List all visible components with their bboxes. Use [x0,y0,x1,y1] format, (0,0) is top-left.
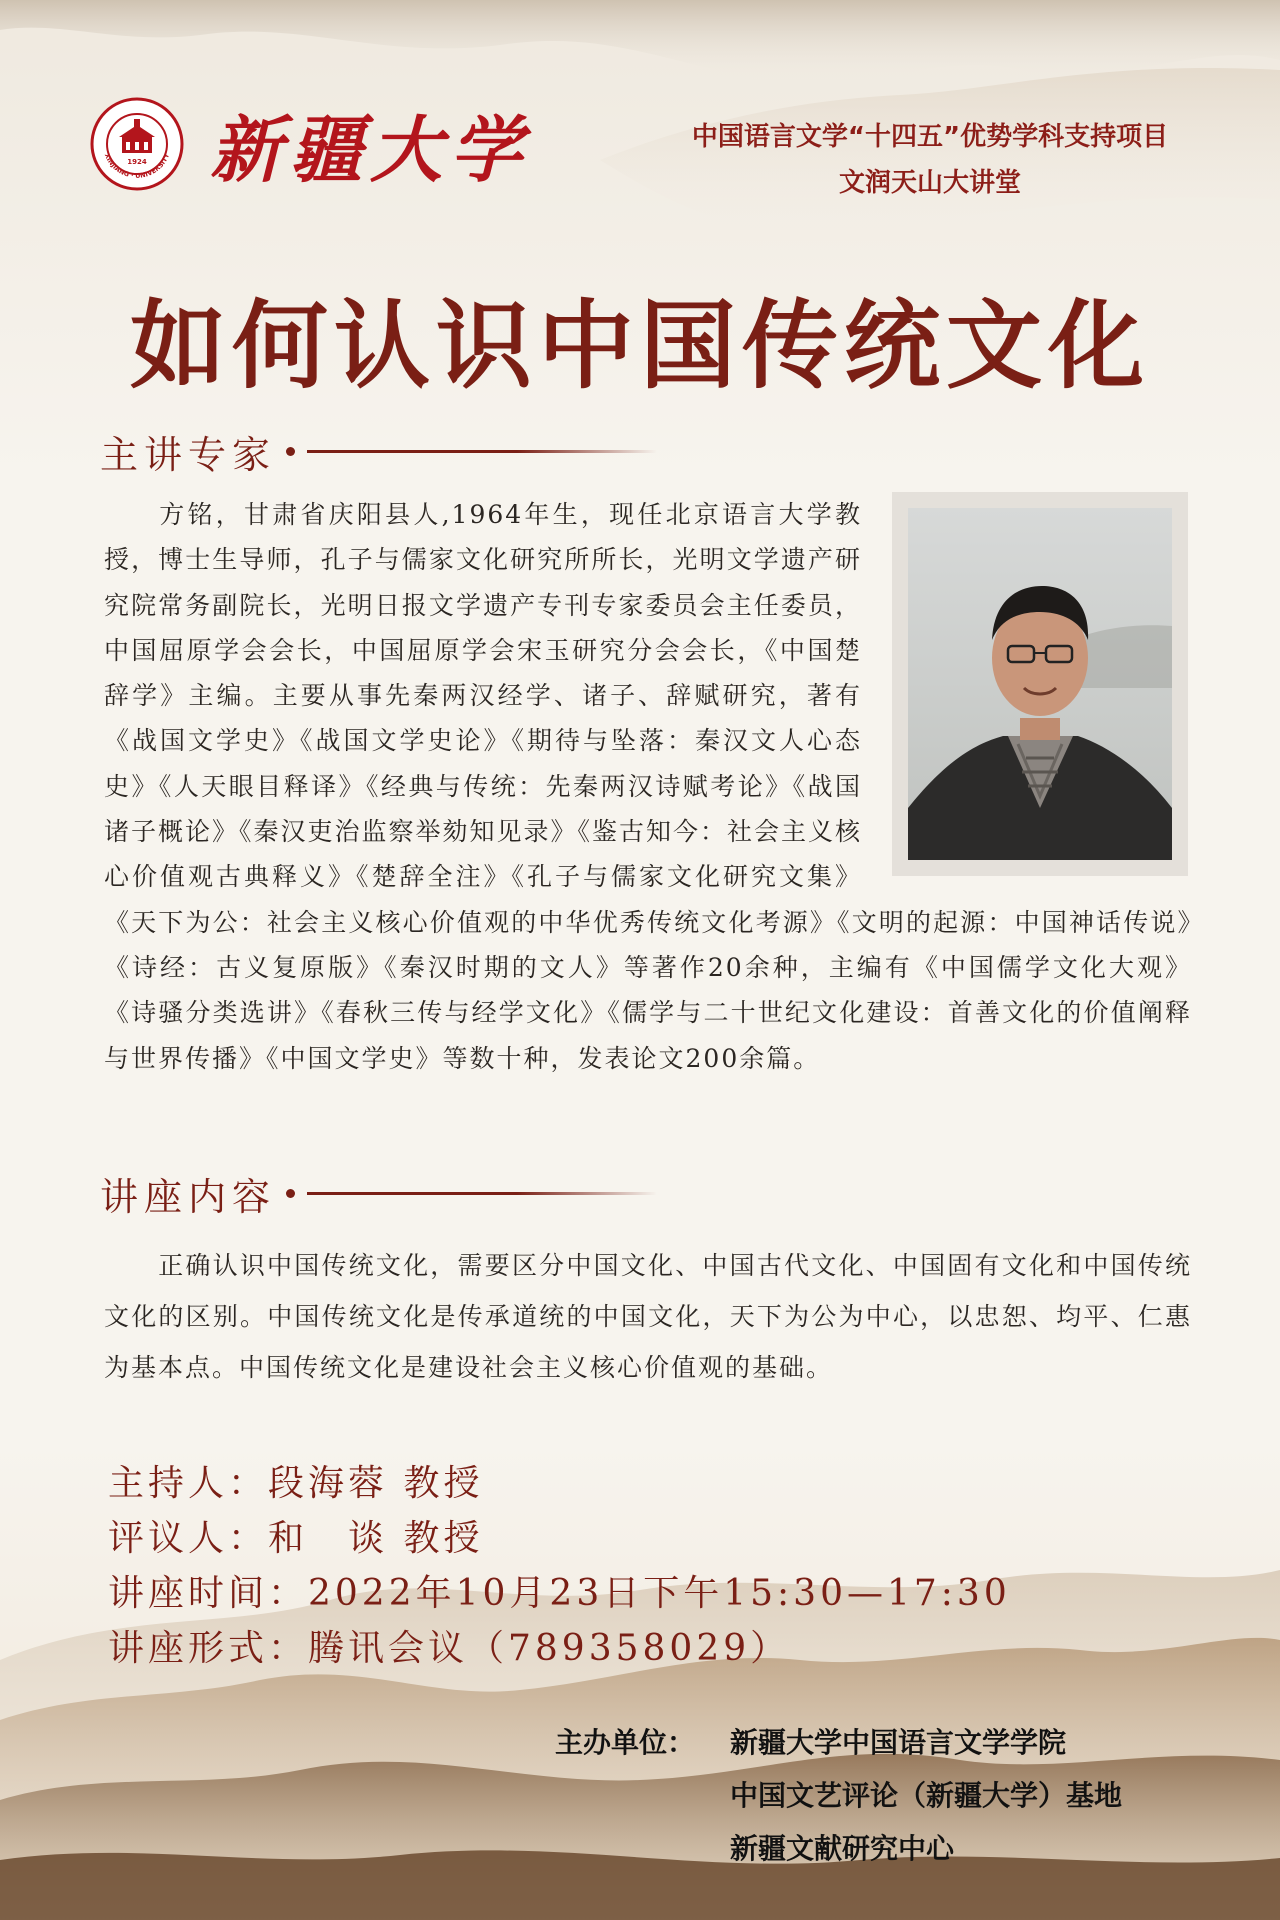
speaker-bio-text: 方铭，甘肃省庆阳县人,1964年生，现任北京语言大学教授，博士生导师，孔子与儒家文化研究所所长，光明文学遗产研究院常务副院长，光明日报文学遗产专刊专家委员会主任委员，中国屈原学会会长，中国屈原学会宋玉研究分会会长，《中国楚辞学》主编。主要从事先秦两汉经学、诸子、辞赋研究，著有《战国文学史》《战国文学史论》《期待与坠落：秦汉文人心态史》《人天眼目释译》《经典与传统：先秦两汉诗赋考论》《战国诸子概论》《秦汉吏治监察举劾知见录》《鉴古知今：社会主义核心价值观古典释义》《楚辞全注》《孔子与儒家文化研究文集》《天下为公：社会主义核心价值观的中华优秀传统文化考源》《文明的起源：中国神话传说》《诗经：古义复原版》《秦汉时期的文人》等著作20余种，主编有《中国儒学文化大观》《诗骚分类选讲》《春秋三传与经学文化》《儒学与二十世纪文化建设：首善文化的价值阐释与世界传播》《中国文学史》等数十种，发表论文200余篇。 [104,500,1192,1073]
lecture-section-label: 讲座内容 [100,1175,277,1219]
organizers [555,1716,1122,1875]
section-rule [307,450,657,453]
lecture-summary-text: 正确认识中国传统文化，需要区分中国文化、中国古代文化、中国固有文化和中国传统文化的区别。中国传统文化是传承道统的中国文化，天下为公为中心，以忠恕、均平、仁惠为基本点。中国传统文化是建设社会主义核心价值观的基础。 [104,1251,1192,1382]
university-name: 新疆大学 [210,107,531,192]
section-dot [286,447,295,456]
organizers-label: 主办单位： [555,1726,696,1759]
speaker-portrait-image [908,508,1172,860]
format-line: 讲座形式：腾讯会议（789358029） [108,1628,791,1669]
project-line-2: 文润天山大讲堂 [838,168,1021,198]
seal-text: XINJIANG · UNIVERSITY [102,152,172,180]
university-logo [90,92,530,196]
event-details [108,1456,1011,1676]
commentator-line: 评议人：和 谈 教授 [108,1518,484,1559]
speaker-section-label: 主讲专家 [100,433,277,477]
time-line: 讲座时间：2022年10月23日下午15:30—17:30 [108,1573,1011,1614]
seal-year: 1924 [127,158,147,166]
page-title: 如何认识中国传统文化 [130,290,1150,402]
project-line-1: 中国语言文学“十四五”优势学科支持项目 [691,122,1169,152]
organizer-2: 中国文艺评论（新疆大学）基地 [730,1779,1123,1812]
project-header [650,114,1210,206]
organizer-1: 新疆大学中国语言文学学院 [730,1726,1067,1759]
section-dot [286,1189,295,1198]
university-seal-icon [90,97,184,191]
lecture-summary [104,1240,1192,1393]
speaker-section-header [100,424,657,479]
speaker-photo [892,492,1188,876]
host-line: 主持人：段海蓉 教授 [108,1463,484,1504]
section-rule [307,1192,657,1195]
lecture-section-header [100,1166,657,1221]
organizer-3: 新疆文献研究中心 [730,1832,955,1865]
